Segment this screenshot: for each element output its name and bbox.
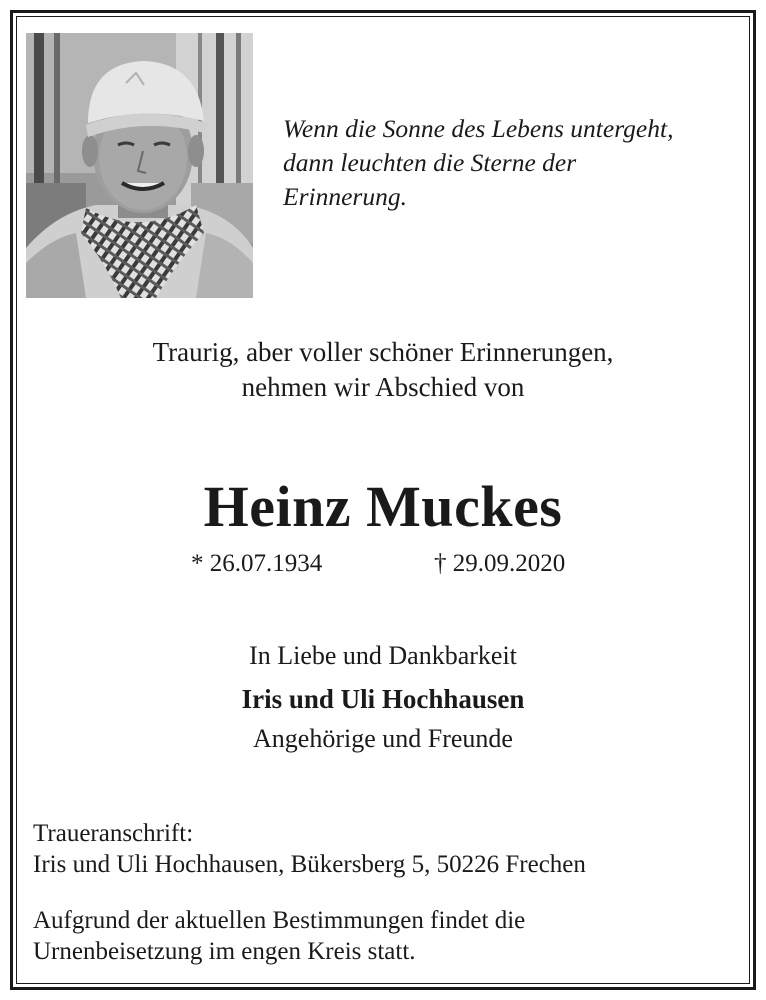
birth-date: * 26.07.1934 bbox=[191, 550, 323, 577]
intro-text bbox=[0, 335, 766, 405]
notice-line: Urnenbeisetzung im engen Kreis statt. bbox=[33, 938, 416, 965]
notice-line: Aufgrund der aktuellen Bestimmungen findet die bbox=[33, 907, 526, 934]
intro-line: Traurig, aber voller schöner Erinnerungen, bbox=[152, 337, 614, 367]
family-names: Iris und Uli Hochhausen bbox=[241, 684, 525, 714]
closing-block bbox=[0, 637, 766, 757]
address-line: Iris und Uli Hochhausen, Bükersberg 5, 50226 Frechen bbox=[33, 851, 586, 878]
quote-line: Erinnerung. bbox=[283, 182, 407, 211]
address-label: Traueranschrift: bbox=[33, 820, 194, 847]
burial-notice bbox=[33, 905, 743, 967]
intro-line: nehmen wir Abschied von bbox=[241, 372, 525, 402]
death-date: † 29.09.2020 bbox=[434, 550, 566, 577]
quote-line: Wenn die Sonne des Lebens untergeht, bbox=[283, 114, 674, 143]
portrait-photo-icon bbox=[26, 33, 253, 298]
memorial-quote bbox=[283, 112, 743, 214]
quote-line: dann leuchten die Sterne der bbox=[283, 148, 577, 177]
relatives-line: Angehörige und Freunde bbox=[253, 724, 513, 753]
mourning-address bbox=[33, 818, 743, 880]
deceased-name: Heinz Muckes bbox=[203, 474, 563, 539]
dedication-line: In Liebe und Dankbarkeit bbox=[249, 641, 517, 670]
portrait-photo bbox=[26, 33, 253, 298]
